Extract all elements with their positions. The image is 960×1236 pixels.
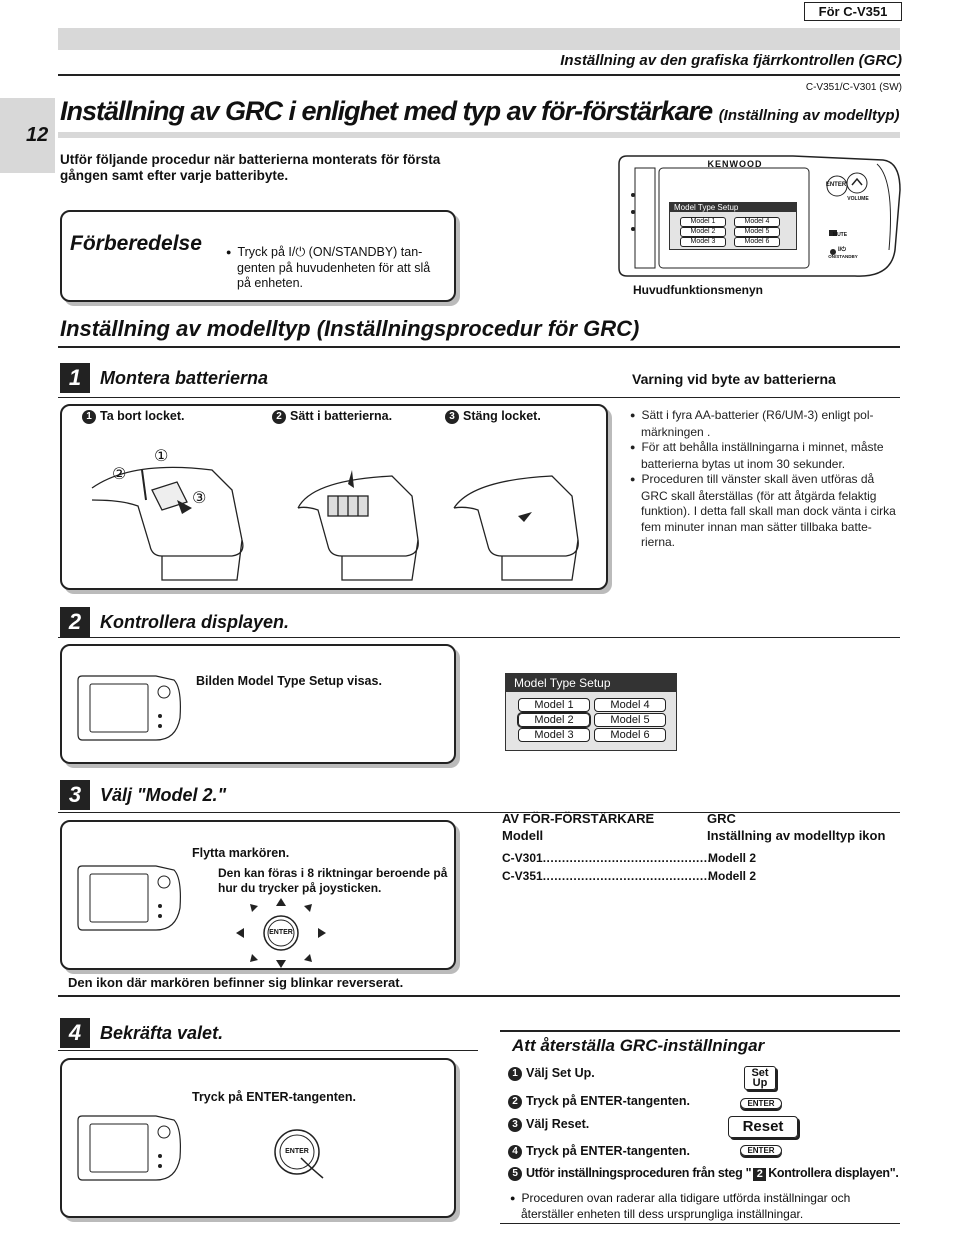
step1-sub-3	[445, 409, 541, 424]
lcd-model-3: Model 3	[680, 237, 726, 247]
reset-step-ref: 2	[753, 1168, 766, 1181]
step3-number: 3	[60, 780, 90, 810]
dot-leader: ............................................	[542, 869, 712, 883]
lcd-model-5: Model 5	[734, 227, 780, 237]
lcd-large-model-6: Model 6	[594, 728, 666, 742]
warning-line: märkningen .	[641, 424, 711, 439]
reset-note-line: ● Proceduren ovan raderar alla tidigare utförda inställningar och	[510, 1191, 905, 1207]
lcd-large-model-3: Model 3	[518, 728, 590, 742]
warning-line: rierna.	[641, 535, 676, 549]
reset-num: 5	[508, 1167, 522, 1181]
warning-line: funktion). I detta fall skall man dock vänta i cirka	[641, 504, 896, 518]
preparation-line: på enheten.	[237, 276, 304, 290]
sub-num: 1	[82, 410, 96, 424]
step1-sub-1	[82, 409, 185, 424]
model-tag-box	[804, 2, 902, 21]
warning-line: batterierna bytas ut inom 30 sekunder.	[641, 456, 846, 471]
enter-key-label: ENTER	[747, 1099, 775, 1108]
lcd-large-title: Model Type Setup	[506, 674, 676, 692]
table-row-value: Modell 2	[708, 869, 757, 883]
section-title: Inställning av den grafiska fjärrkontrollen (GRC)	[560, 52, 902, 69]
sub-text: Stäng locket.	[463, 409, 541, 423]
reset-note	[510, 1191, 905, 1222]
enter-key-label: ENTER	[747, 1146, 775, 1155]
preparation-box	[60, 210, 456, 302]
mute-label: MUTE	[832, 232, 848, 238]
step1-heading: Montera batterierna	[100, 368, 269, 388]
reset-num: 1	[508, 1067, 522, 1081]
main-title	[60, 96, 900, 127]
remote-top-illustration	[615, 150, 905, 290]
table-header-line: GRC	[707, 811, 736, 826]
model-code: C-V351/C-V301 (SW)	[805, 82, 902, 93]
table-row	[502, 850, 762, 867]
table-row-model: C-V301	[502, 851, 543, 865]
enter-key-graphic	[740, 1098, 782, 1109]
lcd-model-6: Model 6	[734, 237, 780, 247]
reset-step-5	[508, 1166, 899, 1181]
main-title-text: Inställning av GRC i enlighet med typ av för-förstärkare	[60, 96, 713, 126]
lcd-large-model-1: Model 1	[518, 698, 590, 712]
step4-box	[60, 1058, 456, 1218]
lcd-title: Model Type Setup	[670, 203, 796, 212]
preparation-line: genten på huvudenheten för att slå	[237, 261, 431, 275]
reset-title-rule	[500, 1030, 900, 1032]
step2-text: Bilden Model Type Setup visas.	[196, 674, 382, 688]
step4-enter-label: ENTER	[285, 1148, 309, 1155]
reset-step-text: Utför inställningsproceduren från steg "	[526, 1166, 752, 1180]
setup-button-label: Set Up	[751, 1067, 769, 1089]
step3-line: Den kan föras i 8 riktningar beroende på	[218, 866, 448, 880]
intro-text	[60, 152, 440, 184]
reset-num: 2	[508, 1095, 522, 1109]
dot-leader: ............................................	[542, 851, 712, 865]
standby-label-2: ON/STANDBY	[828, 254, 858, 259]
joystick-enter-label: ENTER	[269, 929, 293, 936]
main-title-sub: (Inställning av modelltyp)	[718, 107, 900, 124]
step3-box	[60, 820, 456, 970]
sub-num: 2	[272, 410, 286, 424]
step3-footer: Den ikon där markören befinner sig blinkar reverserat.	[68, 975, 404, 990]
reset-step-text: Tryck på ENTER-tangenten.	[526, 1094, 690, 1108]
step2-box	[60, 644, 456, 764]
step3-footer-rule	[58, 995, 900, 997]
warning-line: ● Sätt i fyra AA-batterier (R6/UM-3) enligt pol-	[630, 408, 902, 425]
step2-number: 2	[60, 607, 90, 637]
enter-key-graphic-2	[740, 1145, 782, 1156]
table-header-line: Inställning av modelltyp ikon	[707, 828, 886, 843]
table-row-model: C-V351	[502, 869, 543, 883]
warning-line: ● Proceduren till vänster skall även utföras då	[630, 472, 902, 489]
subsection-title: Inställning av modelltyp (Inställningsprocedur för GRC)	[60, 316, 640, 341]
lcd-model-1: Model 1	[680, 217, 726, 227]
lcd-model-4: Model 4	[734, 217, 780, 227]
mark-1: ①	[154, 448, 169, 465]
warning-line: fem minuter innan man sätter tillbaka batte-	[641, 519, 872, 534]
top-gray-band	[58, 28, 900, 50]
reset-num: 3	[508, 1118, 522, 1132]
reset-step-text: Välj Set Up.	[526, 1066, 595, 1080]
step4-number: 4	[60, 1018, 90, 1048]
reset-step-4	[508, 1144, 690, 1159]
brand-label: KENWOOD	[707, 159, 763, 169]
sub-text: Ta bort locket.	[100, 409, 185, 423]
step2-rule	[58, 637, 900, 638]
table-row	[502, 868, 762, 885]
reset-step-2	[508, 1094, 690, 1109]
lcd-large-model-5: Model 5	[594, 713, 666, 727]
preparation-text	[226, 245, 430, 291]
remote-small-svg	[76, 858, 186, 938]
table-header-line: Modell	[502, 828, 544, 843]
intro-line: gången samt efter varje batteribyte.	[60, 168, 289, 183]
page-number: 12	[26, 124, 49, 146]
reset-step-text: Välj Reset.	[526, 1117, 590, 1131]
step1-sub-2	[272, 409, 392, 424]
table-header-line: AV FÖR-FÖRSTÄRKARE	[502, 811, 655, 826]
reset-step-3	[508, 1117, 589, 1132]
step1-number: 1	[60, 363, 90, 393]
reset-num: 4	[508, 1145, 522, 1159]
mark-3: ③	[192, 490, 207, 507]
warning-title: Varning vid byte av batterierna	[632, 371, 836, 387]
preparation-label: Förberedelse	[70, 232, 202, 255]
lcd-large	[505, 673, 677, 751]
reset-title: Att återställa GRC-inställningar	[512, 1036, 765, 1055]
enter-label: ENTER	[825, 182, 847, 188]
table-col1-header	[502, 810, 654, 844]
lcd-model-2: Model 2	[680, 227, 726, 237]
setup-button-graphic	[744, 1066, 776, 1090]
reset-step-1	[508, 1066, 595, 1081]
step3-text-2	[218, 866, 447, 896]
step4-rule	[58, 1050, 478, 1051]
preparation-line: ● Tryck på I/⏻ (ON/STANDBY) tan-	[226, 245, 430, 261]
warning-list	[630, 408, 902, 551]
reset-button-graphic	[728, 1116, 798, 1138]
step1-box	[60, 404, 608, 590]
reset-note-line: återställer enheten till dess ursprungliga inställningar.	[521, 1207, 804, 1221]
model-tag: För C-V351	[818, 4, 888, 19]
title-underline	[58, 132, 900, 138]
step3-text-1: Flytta markören.	[192, 846, 290, 860]
mark-2: ②	[112, 466, 127, 483]
subsection-rule	[58, 346, 900, 348]
step4-heading: Bekräfta valet.	[100, 1023, 224, 1043]
step1-rule	[58, 397, 900, 398]
sub-num: 3	[445, 410, 459, 424]
lcd-small	[669, 202, 797, 250]
step3-heading: Välj "Model 2."	[100, 785, 227, 805]
remote-small-svg	[76, 1108, 186, 1188]
step3-line: hur du trycker på joysticken.	[218, 881, 382, 895]
step2-heading: Kontrollera displayen.	[100, 612, 290, 632]
reset-note-rule	[500, 1223, 900, 1224]
reset-step-end: Kontrollera displayen".	[768, 1166, 899, 1180]
reset-button-label: Reset	[742, 1118, 784, 1135]
table-col2-header	[707, 810, 885, 844]
step4-text: Tryck på ENTER-tangenten.	[192, 1090, 356, 1104]
top-rule	[58, 74, 900, 76]
sub-text: Sätt i batterierna.	[290, 409, 393, 423]
warning-line: GRC skall återställas (för att åtgärda felaktig	[641, 488, 877, 503]
lcd-large-model-4: Model 4	[594, 698, 666, 712]
battery-illustrations	[62, 430, 610, 590]
remote-small-svg	[76, 668, 186, 748]
standby-label: I/⏻	[837, 247, 847, 253]
table-row-value: Modell 2	[708, 851, 757, 865]
lcd-large-model-2: Model 2	[518, 713, 590, 727]
volume-label: VOLUME	[847, 196, 869, 202]
intro-line: Utför följande procedur när batterierna monterats för första	[60, 152, 441, 167]
device-caption: Huvudfunktionsmenyn	[633, 283, 764, 297]
reset-step-text: Tryck på ENTER-tangenten.	[526, 1144, 690, 1158]
warning-line: ● För att behålla inställningarna i minnet, måste	[630, 440, 902, 457]
